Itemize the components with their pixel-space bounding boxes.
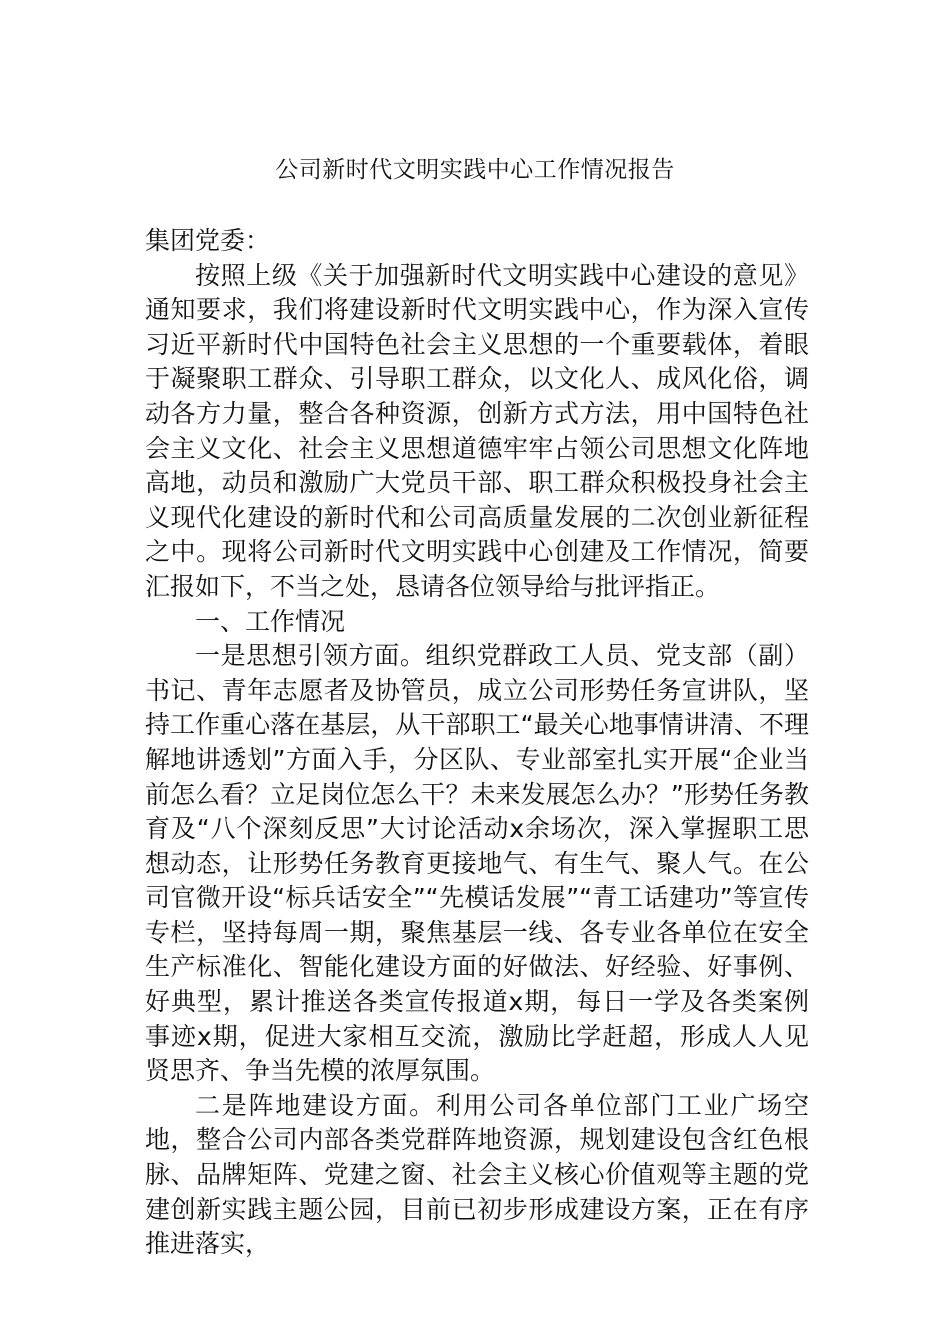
section-heading-work-status: 一、工作情况: [195, 606, 346, 636]
salutation: 集团党委：: [145, 226, 271, 255]
document-title: 公司新时代文明实践中心工作情况报告: [275, 157, 675, 183]
paragraph-intro: 按照上级《关于加强新时代文明实践中心建设的意见》通知要求，我们将建设新时代文明实践中心，作为深入宣传习近平新时代中国特色社会主义思想的一个重要载体，着眼于凝聚职工群众、引导职工群众，以文化人、成风化俗，调动各方力量，整合各种资源，创新方式方法，用中国特色社会主义文化、社会主义思想道德牢牢占领公司思想文化阵地高地，动员和激励广大党员干部、职工群众积极投身社会主义现代化建设的新时代和公司高质量发展的二次创业新征程之中。现将公司新时代文明实践中心创建及工作情况，简要汇报如下，不当之处，恳请各位领导给与批评指正。: [145, 260, 809, 601]
paragraph-venue-construction: 二是阵地建设方面。利用公司各单位部门工业广场空地，整合公司内部各类党群阵地资源，规划建设包含红色根脉、品牌矩阵、党建之窗、社会主义核心价值观等主题的党建创新实践主题公园，目前已初步形成建设方案，正在有序推进落实，: [145, 1090, 809, 1259]
document-body: [145, 224, 809, 1262]
paragraph-ideological-guidance: 一是思想引领方面。组织党群政工人员、党支部（副）书记、青年志愿者及协管员，成立公司形势任务宣讲队，坚持工作重心落在基层，从干部职工“最关心地事情讲清、不理解地讲透划”方面入手，分区队、专业部室扎实开展“企业当前怎么看？立足岗位怎么干？未来发展怎么办？”形势任务教育及“八个深刻反思”大讨论活动x余场次，深入掌握职工思想动态，让形势任务教育更接地气、有生气、聚人气。在公司官微开设“标兵话安全”“先模话发展”“青工话建功”等宣传专栏，坚持每周一期，聚焦基层一线、各专业各单位在安全生产标准化、智能化建设方面的好做法、好经验、好事例、好典型，累计推送各类宣传报道x期，每日一学及各类案例事迹x期，促进大家相互交流，激励比学赶超，形成人人见贤思齐、争当先模的浓厚氛围。: [145, 641, 809, 1086]
